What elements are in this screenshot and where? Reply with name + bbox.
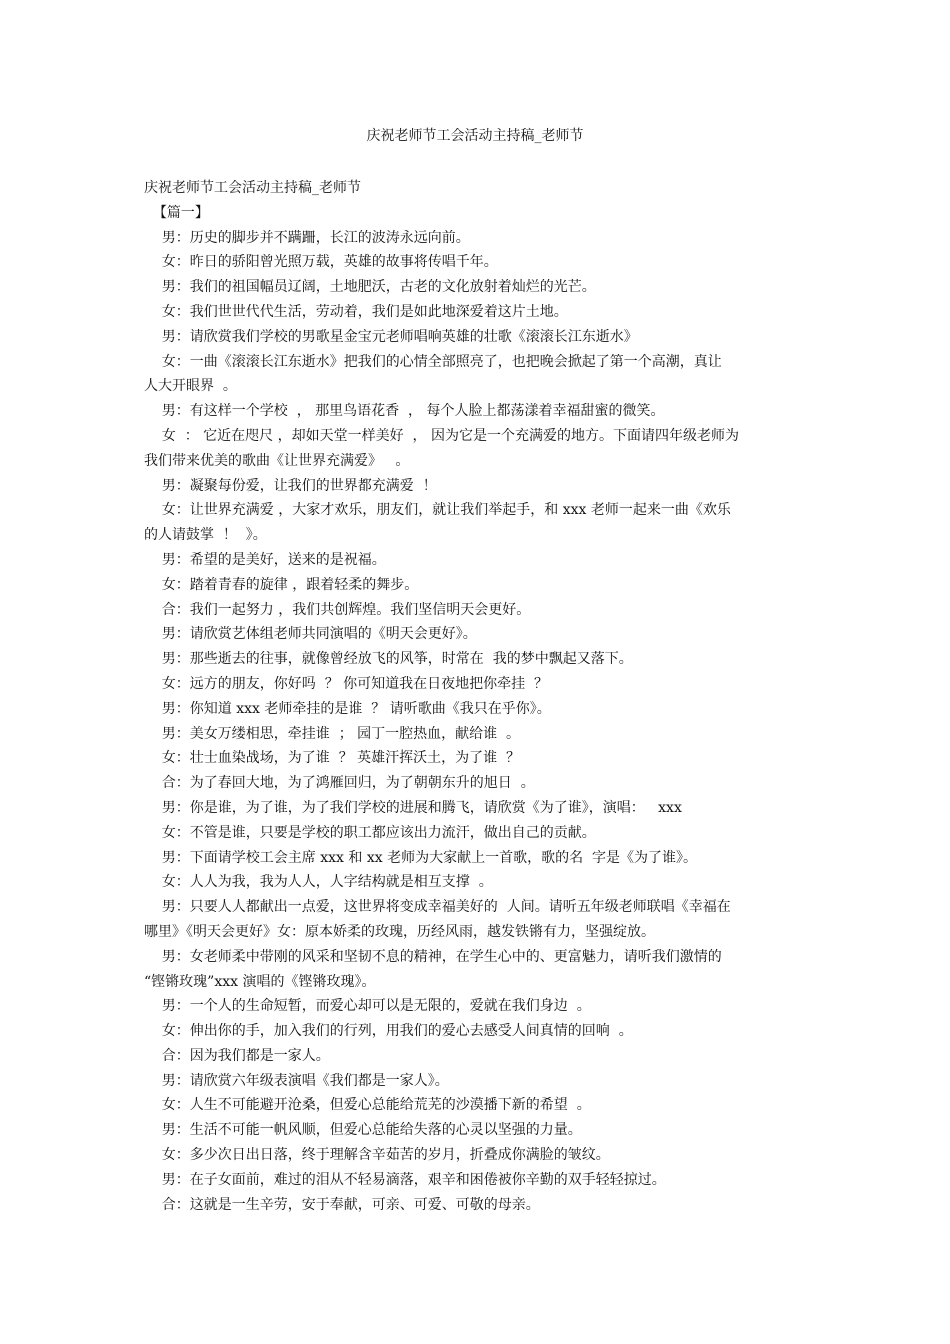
body-line: 女：伸出你的手，加入我们的行列，用我们的爱心去感受人间真情的回响 。 [144, 1023, 633, 1040]
body-line: 合：为了春回大地，为了鸿雁回归，为了朝朝东升的旭日 。 [144, 775, 535, 792]
body-line: 男：那些逝去的往事，就像曾经放飞的风筝，时常在 我的梦中飘起又落下。 [144, 651, 633, 668]
body-line: 女：多少次日出日落，终于理解含辛茹苦的岁月，折叠成你满脸的皱纹。 [144, 1147, 610, 1164]
body-line: 女：远方的朋友，你好吗 ？ 你可知道我在日夜地把你牵挂 ？ [144, 675, 549, 692]
body-line: 男：生活不可能一帆风顺，但爱心总能给失落的心灵以坚强的力量。 [144, 1122, 582, 1139]
body-line: 合：这就是一生辛劳，安于奉献，可亲、可爱、可敬的母亲。 [144, 1196, 540, 1213]
body-line: 男：在子女面前，难过的泪从不轻易滴落，艰辛和困倦被你辛勤的双手轻轻掠过。 [144, 1171, 666, 1188]
body-line: 男：希望的是美好，送来的是祝福。 [144, 551, 386, 568]
body-line: 合：我们一起努力 ，我们共创辉煌。我们坚信明天会更好。 [144, 601, 531, 618]
body-line: 女：一曲《滚滚长江东逝水》把我们的心情全部照亮了，也把晚会掀起了第一个高潮，真让 [144, 353, 722, 370]
body-line: 男：历史的脚步并不蹒跚，长江的波涛永远向前。 [144, 229, 470, 246]
body-line: 男：美女万缕相思，牵挂谁 ； 园丁一腔热血，献给谁 。 [144, 725, 521, 742]
body-line: 哪里》《明天会更好》女：原本娇柔的玫瑰，历经风雨，越发铁锵有力，坚强绽放。 [144, 923, 655, 940]
body-line: 的人请鼓掌 ！ 》。 [144, 527, 267, 544]
document-title: 庆祝老师节工会活动主持稿_老师节 [366, 128, 584, 144]
body-line: 女：昨日的骄阳曾光照万载，英雄的故事将传唱千年。 [144, 254, 498, 271]
document-body [144, 176, 810, 1217]
body-line: 男：请欣赏艺体组老师共同演唱的《明天会更好》。 [144, 626, 477, 643]
body-line: 女：不管是谁，只要是学校的职工都应该出力流汗，做出自己的贡献。 [144, 824, 596, 841]
body-line: 男：请欣赏我们学校的男歌星金宝元老师唱响英雄的壮歌《滚滚长江东逝水》 [144, 328, 638, 345]
body-line: 女：踏着青春的旋律 ，跟着轻柔的舞步。 [144, 576, 419, 593]
body-line: 我们带来优美的歌曲《让世界充满爱》 。 [144, 452, 410, 469]
body-line: 人大开眼界 。 [144, 378, 237, 395]
body-line: 男：凝聚每份爱，让我们的世界都充满爱 ！ [144, 477, 437, 494]
body-line: 女 ： 它近在咫尺 ，却如天堂一样美好 ， 因为它是一个充满爱的地方。下面请四年级老师为 [144, 427, 739, 444]
body-line: 女：让世界充满爱 ，大家才欢乐，朋友们，就让我们举起手，和 xxx 老师一起来一曲《欢乐 [144, 502, 731, 519]
body-line: 男：女老师柔中带刚的风采和坚韧不息的精神，在学生心中的、更富魅力，请听我们激情的 [144, 948, 722, 965]
body-line: 女：壮士血染战场，为了谁 ？ 英雄汗挥沃土，为了谁 ？ [144, 750, 521, 767]
body-line: 合：因为我们都是一家人。 [144, 1047, 330, 1064]
body-line: 女：我们世世代代生活，劳动着，我们是如此地深爱着这片土地。 [144, 303, 568, 320]
body-line: 男：下面请学校工会主席 xxx 和 xx 老师为大家献上一首歌，歌的名 字是《为了谁》。 [144, 849, 697, 866]
body-line: “铿锵玫瑰”xxx 演唱的《铿锵玫瑰》。 [144, 973, 376, 990]
body-line: 女：人人为我，我为人人，人字结构就是相互支撑 。 [144, 874, 493, 891]
body-line: 男：我们的祖国幅员辽阔，土地肥沃，古老的文化放射着灿烂的光芒。 [144, 279, 596, 296]
body-line: 女：人生不可能避开沧桑，但爱心总能给荒芜的沙漠播下新的希望 。 [144, 1097, 591, 1114]
body-line: 男：一个人的生命短暂，而爱心却可以是无限的，爱就在我们身边 。 [144, 998, 591, 1015]
body-line: 男：只要人人都献出一点爱，这世界将变成幸福美好的 人间。请听五年级老师联唱《幸福在 [144, 899, 731, 916]
body-line: 男：你知道 xxx 老师牵挂的是谁 ？ 请听歌曲《我只在乎你》。 [144, 700, 551, 717]
body-line: 男：你是谁，为了谁，为了我们学校的进展和腾飞，请欣赏《为了谁》，演唱： xxx [144, 799, 682, 816]
body-line: 庆祝老师节工会活动主持稿_老师节 [144, 180, 361, 196]
body-line: 男：有这样一个学校 ， 那里鸟语花香 ， 每个人脸上都荡漾着幸福甜蜜的微笑。 [144, 403, 665, 420]
body-line: 【篇一】 [144, 204, 209, 221]
body-line: 男：请欣赏六年级表演唱《我们都是一家人》。 [144, 1072, 449, 1089]
